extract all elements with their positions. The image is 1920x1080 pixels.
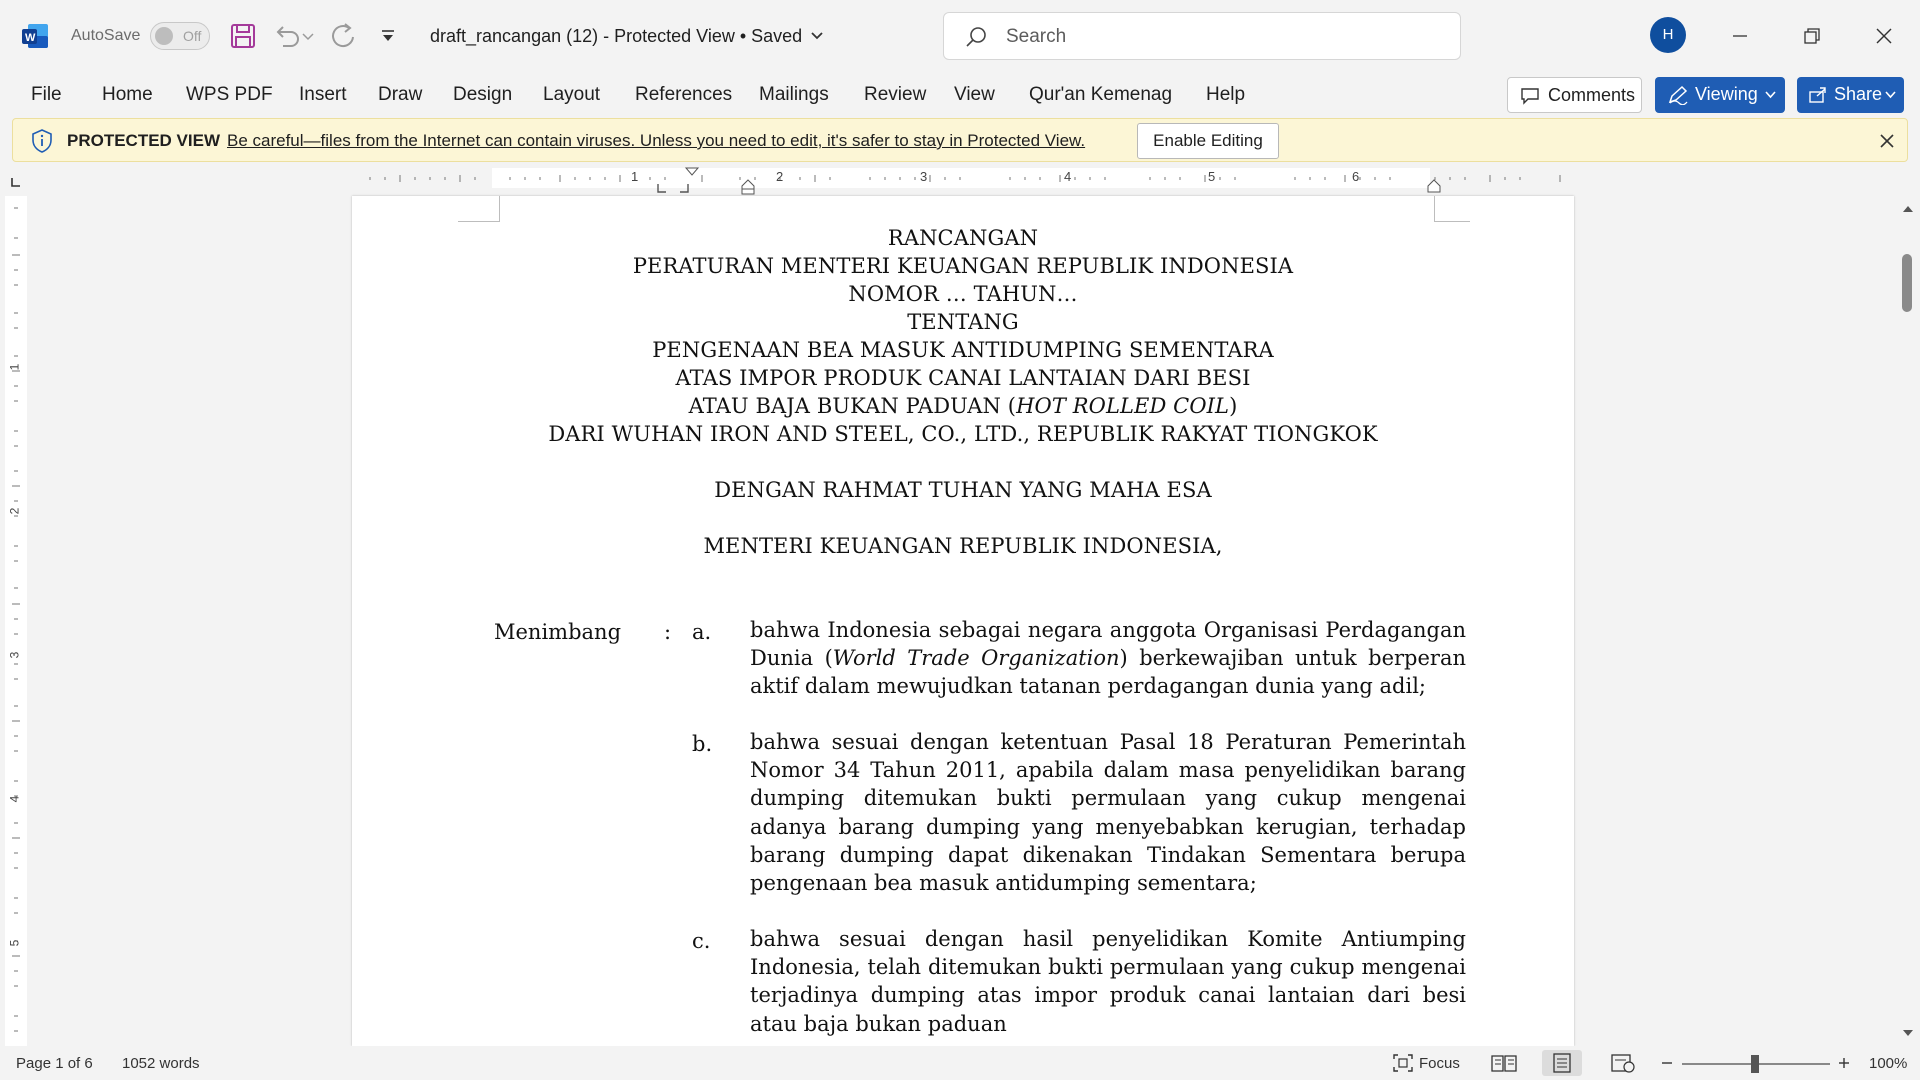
autosave-state: Off — [183, 28, 202, 44]
enable-editing-button[interactable]: Enable Editing — [1137, 123, 1279, 159]
heading-line: TENTANG — [907, 310, 1019, 334]
close-window-icon[interactable] — [1864, 16, 1904, 56]
item-text: bahwa sesuai dengan hasil penyelidikan Komite Antiumping Indonesia, telah ditemukan bukti permulaan yang cukup mengenai terjadinya dumping atas impor produk canai lantaian dari besi atau baja bukan paduan — [750, 927, 1466, 1036]
heading-line: PENGENAAN BEA MASUK ANTIDUMPING SEMENTARA — [652, 338, 1274, 362]
item-letter: c. — [692, 929, 711, 953]
item-text — [750, 616, 1466, 701]
tab-quran-kemenag[interactable]: Qur'an Kemenag — [1029, 84, 1173, 105]
zoom-level[interactable]: 100% — [1869, 1055, 1908, 1072]
item-text: bahwa sesuai dengan ketentuan Pasal 18 Peraturan Pemerintah Nomor 34 Tahun 2011, apabila dalam masa penyelidikan barang dumping ditemukan bukti permulaan yang cukup mengenai adanya barang dumping yang menyebabkan kerugian, terhadap barang dumping dapat dikenakan Tindakan Sementara berupa pengenaan bea masuk antidumping sementara; — [750, 730, 1466, 896]
heading-line: RANCANGAN — [887, 226, 1039, 250]
menimbang-label: Menimbang — [494, 620, 622, 644]
item-italic-text: World Trade Organization — [832, 646, 1120, 671]
user-avatar[interactable]: H — [1650, 17, 1686, 53]
left-indent-marker-icon[interactable] — [740, 178, 756, 196]
search-box[interactable] — [943, 12, 1461, 60]
autosave-label: AutoSave — [71, 27, 141, 44]
right-indent-marker-icon[interactable] — [1426, 178, 1442, 194]
ruler-number: 2 — [776, 169, 784, 184]
heading-line: PERATURAN MENTERI KEUANGAN REPUBLIK INDONESIA — [632, 254, 1294, 278]
vertical-ruler[interactable] — [5, 196, 27, 1046]
menteri-line: MENTERI KEUANGAN REPUBLIK INDONESIA, — [703, 534, 1223, 558]
autosave-toggle[interactable] — [150, 22, 210, 50]
zoom-out-icon[interactable] — [1660, 1056, 1674, 1070]
ruler-number: 4 — [1064, 169, 1072, 184]
svg-text:W: W — [25, 32, 36, 44]
minimize-icon[interactable] — [1720, 16, 1760, 56]
menimbang-colon: : — [664, 620, 672, 644]
customize-qat-icon[interactable] — [372, 20, 404, 52]
vruler-number: 4 — [7, 795, 22, 803]
margin-corner-left — [458, 196, 500, 222]
zoom-slider-thumb[interactable] — [1751, 1055, 1759, 1073]
pen-icon — [1667, 85, 1689, 105]
vruler-number: 2 — [7, 507, 22, 515]
page-count[interactable]: Page 1 of 6 — [16, 1055, 93, 1072]
ruler-number: 1 — [631, 169, 639, 184]
tab-help[interactable]: Help — [1206, 84, 1246, 105]
tab-wps-pdf[interactable]: WPS PDF — [186, 84, 273, 105]
protected-view-title: PROTECTED VIEW — [67, 131, 221, 150]
margin-corner-right — [1434, 196, 1470, 222]
protected-view-message[interactable]: Be careful—files from the Internet can contain viruses. Unless you need to edit, it's safer to stay in Protected View. — [227, 131, 1086, 150]
heading-line: NOMOR … TAHUN… — [848, 282, 1078, 306]
vruler-number: 5 — [7, 939, 22, 947]
heading-line: DARI WUHAN IRON AND STEEL, CO., LTD., REPUBLIK RAKYAT TIONGKOK — [548, 422, 1378, 446]
vruler-number: 1 — [7, 363, 22, 371]
scroll-up-icon[interactable] — [1902, 204, 1914, 214]
tab-mailings[interactable]: Mailings — [759, 84, 829, 105]
toggle-knob — [155, 27, 173, 45]
protected-view-bar — [12, 118, 1908, 162]
tab-references[interactable]: References — [635, 84, 733, 105]
heading-text: ) — [1229, 394, 1238, 418]
tab-stop-selector-icon[interactable] — [10, 176, 22, 188]
tab-view[interactable]: View — [954, 84, 995, 105]
heading-italic-text: HOT ROLLED COIL — [1016, 394, 1230, 418]
focus-icon[interactable] — [1392, 1053, 1414, 1073]
share-button[interactable] — [1797, 77, 1904, 113]
save-icon[interactable] — [227, 20, 259, 52]
heading-text: ATAU BAJA BUKAN PADUAN ( — [688, 394, 1017, 418]
vruler-number: 3 — [7, 651, 22, 659]
item-text-part: bahwa Indonesia sebagai negara anggota Organisasi Perdagangan Dunia ( — [750, 618, 1466, 671]
ruler-number: 3 — [920, 169, 928, 184]
item-text-part: ) berkewajiban untuk berperan aktif dalam mewujudkan tatanan perdagangan dunia yang adil; — [750, 646, 1467, 699]
viewing-mode-button[interactable] — [1655, 77, 1785, 113]
search-placeholder: Search — [1006, 26, 1067, 47]
tab-design[interactable]: Design — [453, 84, 513, 105]
undo-icon[interactable] — [271, 20, 303, 52]
viewing-chevron-down-icon — [1765, 91, 1776, 99]
tab-insert[interactable]: Insert — [299, 84, 347, 105]
tab-file[interactable]: File — [31, 84, 62, 105]
ruler-ticks — [360, 172, 1580, 186]
vertical-scrollbar[interactable] — [1896, 196, 1920, 1046]
search-icon — [964, 25, 988, 49]
title-chevron-down-icon[interactable] — [810, 29, 824, 43]
document-page[interactable] — [352, 196, 1574, 1046]
word-count[interactable]: 1052 words — [122, 1055, 200, 1072]
document-title[interactable]: draft_rancangan (12) - Protected View • Saved — [430, 26, 803, 46]
item-letter: a. — [692, 620, 712, 644]
undo-dropdown-icon[interactable] — [300, 20, 316, 52]
heading-line — [352, 394, 1574, 418]
zoom-in-icon[interactable] — [1837, 1056, 1851, 1070]
horizontal-ruler[interactable] — [0, 166, 1920, 196]
focus-label[interactable]: Focus — [1419, 1055, 1460, 1072]
comments-button[interactable] — [1507, 77, 1642, 113]
print-layout-icon[interactable] — [1542, 1050, 1582, 1076]
share-label: Share — [1834, 84, 1883, 104]
rahmat-line: DENGAN RAHMAT TUHAN YANG MAHA ESA — [714, 478, 1212, 502]
ruler-number: 5 — [1208, 169, 1216, 184]
tab-review[interactable]: Review — [864, 84, 927, 105]
ruler-number: 6 — [1352, 169, 1360, 184]
viewing-label: Viewing — [1695, 84, 1758, 104]
scrollbar-thumb[interactable] — [1902, 254, 1912, 312]
web-layout-icon[interactable] — [1602, 1050, 1642, 1076]
heading-line: ATAS IMPOR PRODUK CANAI LANTAIAN DARI BESI — [675, 366, 1251, 390]
comment-icon — [1520, 87, 1540, 105]
title-bar — [0, 0, 1920, 72]
status-bar — [0, 1046, 1920, 1080]
shield-info-icon — [31, 129, 53, 153]
comments-label: Comments — [1548, 85, 1636, 105]
item-letter: b. — [692, 732, 713, 756]
restore-icon[interactable] — [1792, 16, 1832, 56]
tab-layout[interactable]: Layout — [543, 84, 601, 105]
vertical-ruler-ticks — [5, 196, 27, 1046]
hanging-indent-marker-icon[interactable] — [654, 180, 694, 196]
redo-icon[interactable] — [327, 20, 359, 52]
scroll-down-icon[interactable] — [1902, 1028, 1914, 1038]
share-chevron-down-icon — [1885, 91, 1896, 99]
share-icon — [1808, 86, 1828, 104]
tab-home[interactable]: Home — [102, 84, 153, 105]
close-icon[interactable] — [1877, 131, 1897, 151]
read-mode-icon[interactable] — [1484, 1050, 1524, 1076]
tab-draw[interactable]: Draw — [378, 84, 423, 105]
word-logo-icon — [22, 24, 48, 48]
